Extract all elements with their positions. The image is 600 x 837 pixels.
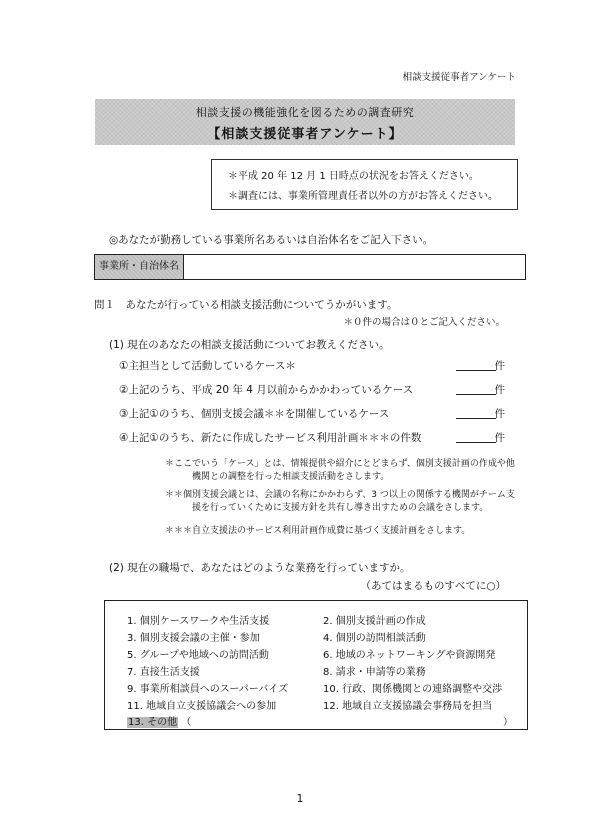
task-option[interactable]: 2. 個別支援計画の作成 (323, 616, 426, 627)
case-count-unit: 件 (494, 408, 505, 420)
survey-title-line1: 相談支援の機能強化を図るための調査研究 (195, 106, 415, 119)
task-option[interactable]: 1. 個別ケースワークや生活支援 (127, 616, 270, 627)
office-name-label: 事業所・自治体名 (95, 255, 184, 279)
task-option[interactable]: 10. 行政、関係機関との連絡調整や交渉 (323, 684, 503, 695)
case-count-label: ③上記①のうち、個別支援会議＊＊を開催しているケース (119, 408, 390, 420)
instruction-note: ＊平成 20 年 12 月 1 日時点の状況をお答えください。 (228, 171, 479, 182)
footnote-text: ＊＊＊自立支援法のサービス利用計画作成費に基づく支援計画をさします。 (165, 526, 471, 536)
instruction-note: ＊調査には、事業所管理責任者以外の方がお答えください。 (228, 191, 498, 202)
running-header: 相談支援従事者アンケート (402, 72, 516, 83)
case-count-label: ①主担当として活動しているケース＊ (119, 360, 296, 372)
task-option[interactable]: 9. 事業所相談員へのスーパーバイズ (127, 684, 289, 695)
task-option[interactable]: 4. 個別の訪問相談活動 (323, 633, 426, 644)
task-option[interactable]: 12. 地域自立支援協議会事務局を担当 (323, 701, 493, 712)
task-options-box (104, 600, 528, 730)
task-option[interactable]: 5. グループや地域への訪問活動 (127, 650, 269, 661)
other-open-paren: （ (181, 717, 192, 728)
office-name-input[interactable] (184, 255, 525, 279)
case-count-unit: 件 (494, 384, 505, 396)
task-option[interactable]: 8. 請求・申請等の業務 (323, 667, 426, 678)
footnote-text: ＊ここでいう「ケース」とは、情報提供や紹介にとどまらず、個別支援計画の作成や他機関との調整を行った相談支援活動をさします。 (165, 459, 515, 482)
case-count-unit: 件 (494, 360, 505, 372)
footnote-service-plan (165, 525, 520, 538)
case-count-row (119, 430, 505, 446)
question-1-sub-1: (1) 現在のあなたの相談支援活動についてお教えください。 (109, 339, 390, 351)
case-count-unit: 件 (494, 432, 505, 444)
footnote-support-meeting (165, 489, 520, 515)
case-count-label: ④上記①のうち、新たに作成したサービス利用計画＊＊＊の件数 (119, 432, 422, 444)
task-option[interactable]: 7. 直接生活支援 (127, 667, 200, 678)
footnote-text: ＊＊個別支援会議とは、会議の名称にかかわらず、3 つ以上の関係する機関がチーム支援を行っていくために支援方針を共有し導き出すための会議をさします。 (165, 490, 515, 513)
case-count-label: ②上記のうち、平成 20 年 4 月以前からかかわっているケース (119, 384, 414, 396)
task-option[interactable]: 6. 地域のネットワーキングや資源開発 (323, 650, 496, 661)
case-count-input[interactable] (456, 370, 496, 371)
case-count-input[interactable] (456, 418, 496, 419)
case-count-input[interactable] (456, 394, 496, 395)
case-count-row (119, 358, 505, 374)
task-option[interactable]: 3. 個別支援会議の主催・参加 (127, 633, 260, 644)
task-option-other[interactable] (127, 713, 191, 728)
case-count-row (119, 382, 505, 398)
instructions-box (211, 159, 518, 210)
survey-title-box (95, 99, 515, 145)
page-number: 1 (296, 793, 304, 805)
other-close-paren: ） (503, 717, 513, 728)
office-name-prompt: ◎あなたが勤務している事業所名あるいは自治体名をご記入下さい。 (109, 234, 434, 246)
task-option[interactable]: 11. 地域自立支援協議会への参加 (127, 701, 277, 712)
question-2-instruction: （あてはまるものすべてに○） (360, 580, 506, 592)
footnote-case (165, 458, 520, 484)
office-name-row (94, 254, 526, 280)
question-2-heading: (2) 現在の職場で、あなたはどのような業務を行っていますか。 (109, 562, 411, 574)
other-option-label: 13. その他 (128, 717, 178, 728)
case-count-input[interactable] (456, 442, 496, 443)
question-1-heading: 問１ あなたが行っている相談支援活動についてうかがいます。 (94, 299, 398, 311)
survey-title-line2: 【相談支援従事者アンケート】 (207, 127, 403, 142)
question-1-zero-note: ＊０件の場合は０とご記入ください。 (343, 317, 505, 328)
case-count-row (119, 406, 505, 422)
